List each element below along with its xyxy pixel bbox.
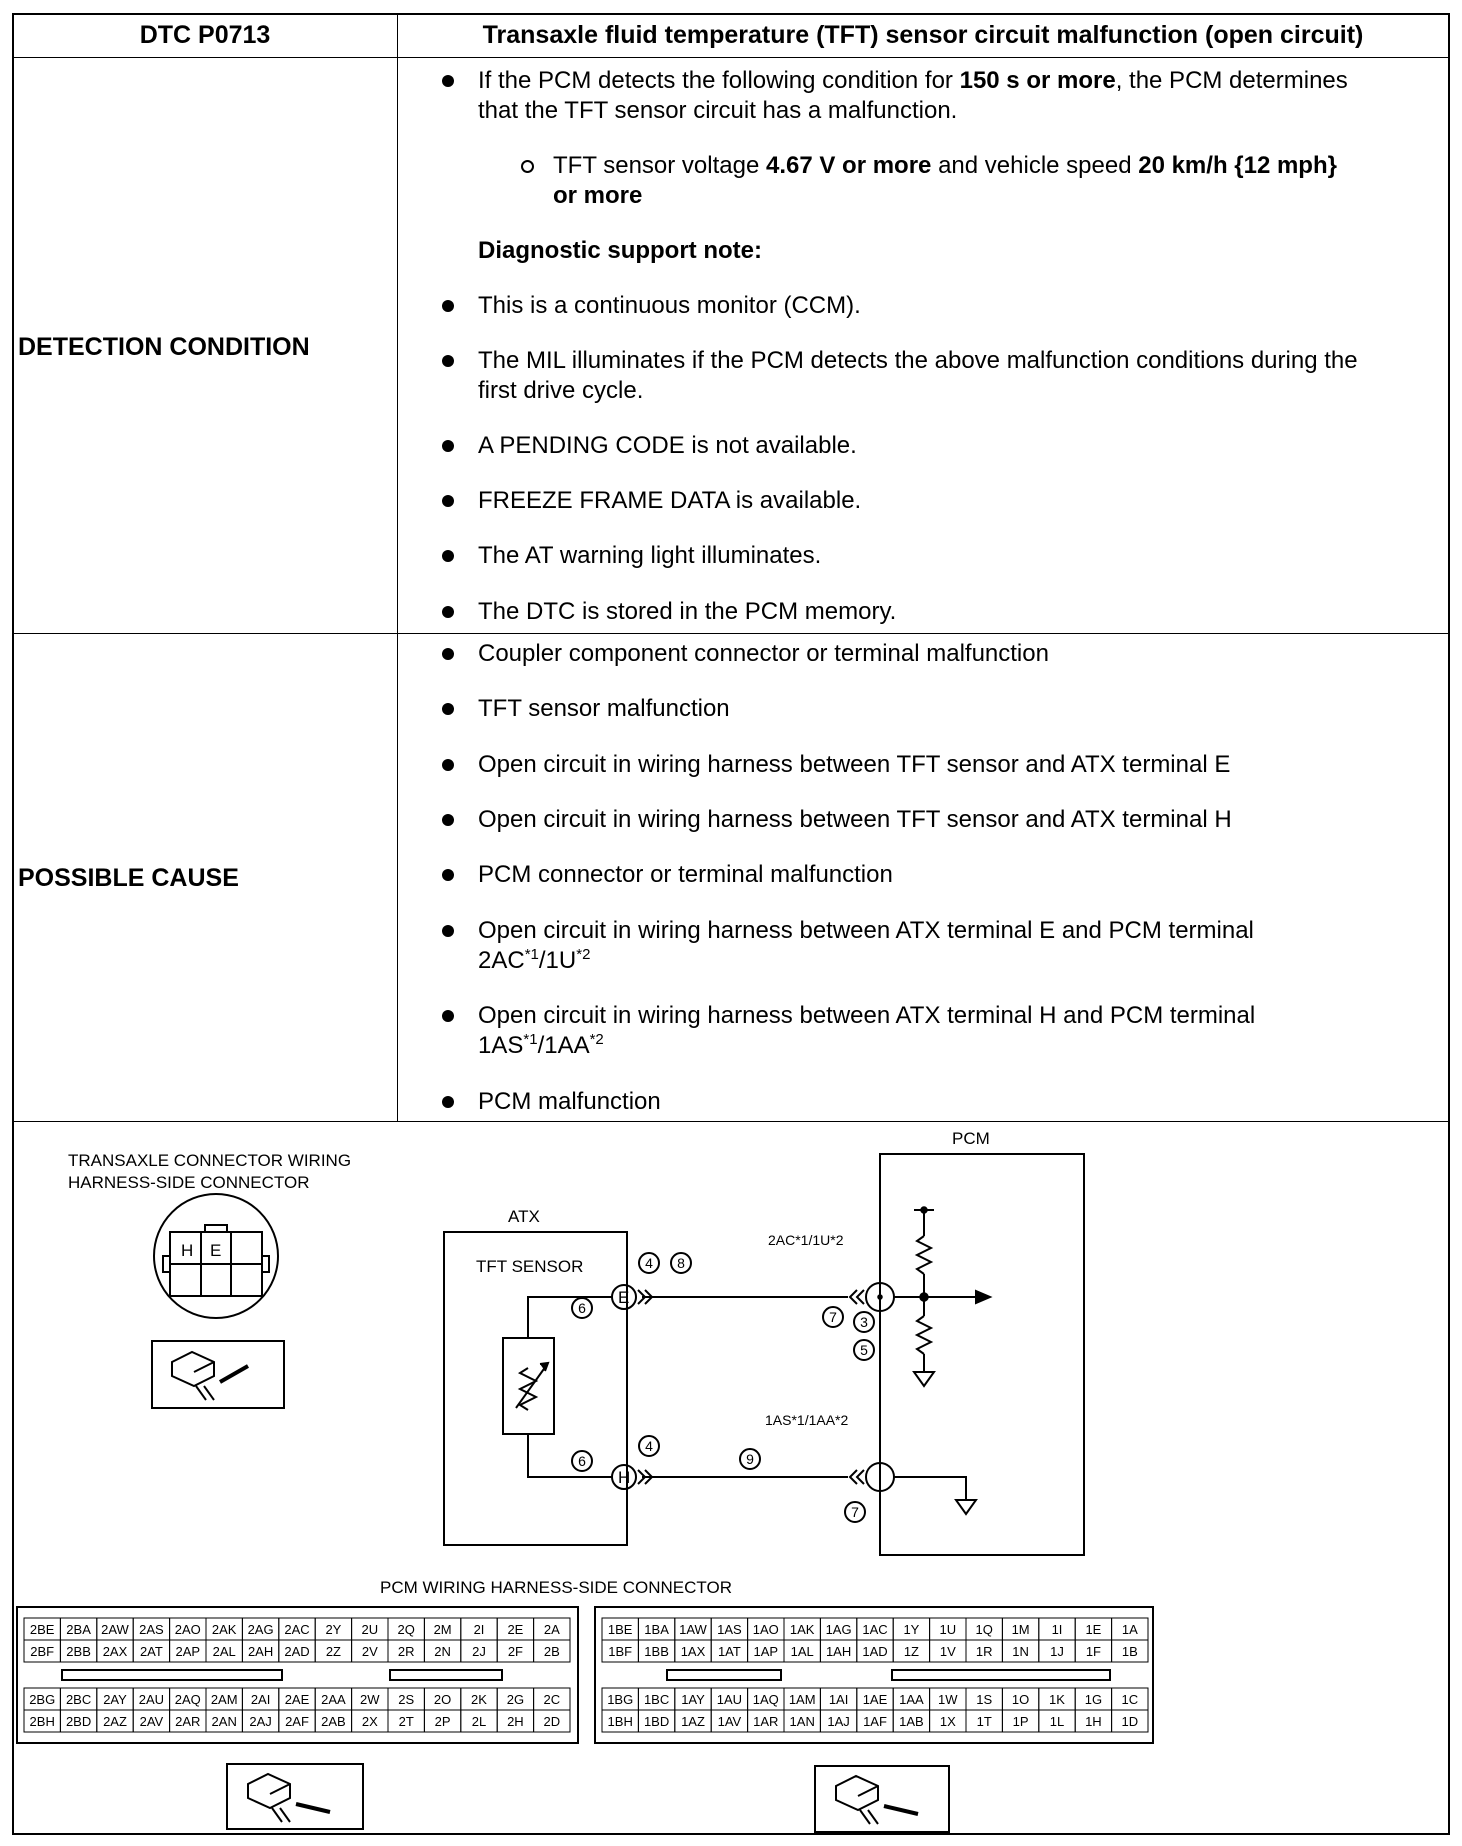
- pin-label: 1AR: [753, 1714, 779, 1729]
- pin-label: 1AX: [680, 1644, 706, 1659]
- pin-label: 1BH: [607, 1714, 633, 1729]
- pin-label: 1AE: [862, 1692, 888, 1707]
- atx-box: [444, 1232, 630, 1545]
- connector-view-icon: [152, 1341, 284, 1408]
- pin-label: 1M: [1011, 1622, 1030, 1637]
- note-item: A PENDING CODE is not available.: [478, 431, 857, 461]
- pin-label: 1AC: [862, 1622, 888, 1637]
- note-item: The DTC is stored in the PCM memory.: [478, 597, 896, 627]
- pin-label: 1N: [1012, 1644, 1029, 1659]
- connector-view-icon: [815, 1766, 949, 1832]
- pin-label: 2Z: [325, 1644, 341, 1659]
- pin-label: 2AK: [211, 1622, 237, 1637]
- pin-label: 2AP: [175, 1644, 201, 1659]
- pin-label: 2AA: [321, 1692, 346, 1707]
- pin-label: 2S: [398, 1692, 415, 1707]
- pin-label: 1AJ: [827, 1714, 850, 1729]
- atx-label: ATX: [508, 1207, 540, 1226]
- pin-label: 1R: [975, 1644, 993, 1659]
- pin-label: 1BF: [608, 1644, 633, 1659]
- pin-label: 2AX: [102, 1644, 128, 1659]
- pin-label: 1Y: [903, 1622, 920, 1637]
- note-item: The MIL illuminates if the PCM detects the above malfunction conditions during the first drive cycle.: [478, 346, 1418, 406]
- pin-label: 2AJ: [249, 1714, 272, 1729]
- pcm-box: [880, 1154, 1084, 1555]
- note-item: FREEZE FRAME DATA is available.: [478, 486, 861, 516]
- pin-label: 2M: [433, 1622, 452, 1637]
- cause-item: Open circuit in wiring harness between TFT sensor and ATX terminal H: [478, 805, 1232, 835]
- pin-label: 1U: [939, 1622, 957, 1637]
- pin-label: 2A: [543, 1622, 560, 1637]
- pin-label: 2N: [434, 1644, 451, 1659]
- pin-label: 2P: [434, 1714, 451, 1729]
- step-number: 4: [645, 1438, 653, 1454]
- pin-e: E: [210, 1241, 222, 1260]
- pin-label: 1AM: [788, 1692, 816, 1707]
- pin-label: 1O: [1011, 1692, 1030, 1707]
- pcm-terminal-2ac: 2AC*1/1U*2: [768, 1232, 844, 1248]
- note-item: This is a continuous monitor (CCM).: [478, 291, 861, 321]
- pin-label: 2BH: [29, 1714, 55, 1729]
- pin-label: 1AL: [790, 1644, 814, 1659]
- step-number: 5: [860, 1342, 868, 1358]
- pin-label: 1BC: [643, 1692, 670, 1707]
- pin-label: 2AD: [284, 1644, 310, 1659]
- pin-label: 1AD: [862, 1644, 888, 1659]
- step-number: 7: [851, 1504, 859, 1520]
- step-number: 9: [746, 1451, 754, 1467]
- atx-terminal-h: H: [618, 1468, 631, 1487]
- pin-label: 2AZ: [103, 1714, 127, 1729]
- pin-label: 2Y: [325, 1622, 342, 1637]
- pin-label: 1AH: [825, 1644, 852, 1659]
- pin-label: 1X: [939, 1714, 956, 1729]
- pin-label: 1G: [1084, 1692, 1103, 1707]
- pin-label: 1AF: [863, 1714, 887, 1729]
- cause-item: Open circuit in wiring harness between ATX terminal E and PCM terminal $2AC^{*1}/1U^{*2}$: [478, 916, 1254, 976]
- pin-label: 1AZ: [681, 1714, 705, 1729]
- atx-terminal-e: E: [618, 1288, 630, 1307]
- pin-label: 1H: [1085, 1714, 1102, 1729]
- step-number: 6: [578, 1453, 586, 1469]
- pin-label: 1AV: [717, 1714, 742, 1729]
- dtc-code: DTC P0713: [139, 20, 271, 49]
- pin-label: 1T: [976, 1714, 992, 1729]
- pin-label: 1Z: [903, 1644, 919, 1659]
- pin-label: 2AR: [175, 1714, 201, 1729]
- cause-item: Open circuit in wiring harness between TFT sensor and ATX terminal E: [478, 750, 1230, 780]
- step-number: 4: [645, 1255, 653, 1271]
- pin-label: 1AB: [899, 1714, 924, 1729]
- pcm-terminal-1as: 1AS*1/1AA*2: [765, 1412, 849, 1428]
- cause-item: PCM connector or terminal malfunction: [478, 860, 893, 890]
- pin-label: 2V: [361, 1644, 378, 1659]
- pin-label: 1I: [1051, 1622, 1063, 1637]
- pin-label: 2I: [473, 1622, 485, 1637]
- pin-label: 2BC: [65, 1692, 92, 1707]
- cause-item: Open circuit in wiring harness between ATX terminal H and PCM terminal 1AS$^{*1}$/1AA$^{*2}$: [478, 1001, 1255, 1061]
- cause-item: TFT sensor malfunction: [478, 694, 730, 724]
- pin-label: 2X: [361, 1714, 378, 1729]
- pin-label: 2BB: [66, 1644, 91, 1659]
- pin-label: 2AI: [250, 1692, 271, 1707]
- transaxle-title-1: TRANSAXLE CONNECTOR WIRING: [68, 1151, 352, 1170]
- pin-label: 2U: [361, 1622, 379, 1637]
- pin-label: 2BG: [29, 1692, 56, 1707]
- pin-label: 1AQ: [752, 1692, 779, 1707]
- pin-label: 2G: [506, 1692, 525, 1707]
- detection-main: If the PCM detects the following condition for 150 s or more, the PCM determines that the TFT sensor circuit has a malfunction.: [478, 66, 1418, 126]
- pin-label: 1B: [1121, 1644, 1138, 1659]
- pin-label: 1AS: [717, 1622, 742, 1637]
- pin-label: 1E: [1085, 1622, 1102, 1637]
- pin-label: 2AY: [103, 1692, 127, 1707]
- pin-label: 1A: [1121, 1622, 1138, 1637]
- pin-label: 2H: [507, 1714, 524, 1729]
- pin-label: 1D: [1121, 1714, 1139, 1729]
- pin-label: 2AG: [247, 1622, 274, 1637]
- pin-label: 1V: [939, 1644, 956, 1659]
- detection-condition-label: DETECTION CONDITION: [18, 333, 310, 361]
- pin-label: 2AL: [212, 1644, 236, 1659]
- pin-label: 2BA: [66, 1622, 91, 1637]
- pin-label: 2E: [507, 1622, 524, 1637]
- tft-sensor-label: TFT SENSOR: [476, 1257, 584, 1276]
- step-number: 6: [578, 1300, 586, 1316]
- connector-view-icon: [227, 1764, 363, 1829]
- pin-label: 2BD: [65, 1714, 92, 1729]
- transaxle-title-2: HARNESS-SIDE CONNECTOR: [68, 1173, 310, 1192]
- pin-label: 1BE: [607, 1622, 633, 1637]
- pin-label: 2R: [397, 1644, 415, 1659]
- pin-label: 2J: [472, 1644, 486, 1659]
- pin-label: 2AT: [139, 1644, 163, 1659]
- pin-label: 1AY: [681, 1692, 705, 1707]
- pin-label: 1Q: [975, 1622, 993, 1637]
- cause-item: PCM malfunction: [478, 1087, 661, 1117]
- pin-label: 2T: [398, 1714, 414, 1729]
- pin-label: 2AV: [139, 1714, 164, 1729]
- pin-h: H: [181, 1241, 194, 1260]
- pin-label: 1S: [976, 1692, 993, 1707]
- pin-label: 2AM: [210, 1692, 238, 1707]
- pin-label: 1AW: [679, 1622, 707, 1637]
- pin-label: 1AT: [717, 1644, 741, 1659]
- pin-label: 1AO: [752, 1622, 779, 1637]
- step-number: 7: [829, 1309, 837, 1325]
- pin-label: 2L: [471, 1714, 487, 1729]
- pin-label: 2AW: [101, 1622, 129, 1637]
- pin-label: 2C: [543, 1692, 561, 1707]
- step-number: 3: [860, 1314, 868, 1330]
- pin-label: 2F: [507, 1644, 523, 1659]
- pin-label: 1L: [1049, 1714, 1065, 1729]
- pin-label: 2AE: [284, 1692, 310, 1707]
- pin-label: 2AU: [138, 1692, 165, 1707]
- possible-cause-label: POSSIBLE CAUSE: [18, 864, 239, 892]
- pin-label: 2AQ: [174, 1692, 201, 1707]
- pin-label: 1BB: [644, 1644, 669, 1659]
- pin-label: 2AN: [211, 1714, 237, 1729]
- pin-label: 1C: [1121, 1692, 1139, 1707]
- pin-label: 1AU: [716, 1692, 743, 1707]
- pin-label: 2AC: [284, 1622, 310, 1637]
- detection-sub: TFT sensor voltage 4.67 V or more and vehicle speed 20 km/h {12 mph} or more: [553, 151, 1413, 211]
- pin-label: 1AG: [825, 1622, 852, 1637]
- pin-label: 1AP: [753, 1644, 779, 1659]
- pin-label: 1F: [1085, 1644, 1101, 1659]
- pin-label: 2AF: [285, 1714, 309, 1729]
- pin-label: 1AI: [828, 1692, 849, 1707]
- pcm-connector-grids: [24, 1618, 1148, 1732]
- pin-label: 2O: [433, 1692, 452, 1707]
- pin-label: 2AB: [321, 1714, 346, 1729]
- pin-label: 1P: [1012, 1714, 1029, 1729]
- pin-label: 2AH: [247, 1644, 274, 1659]
- pin-label: 1AK: [789, 1622, 815, 1637]
- pcm-connector-title: PCM WIRING HARNESS-SIDE CONNECTOR: [380, 1578, 732, 1597]
- pin-label: 1AN: [789, 1714, 815, 1729]
- pin-label: 2D: [543, 1714, 561, 1729]
- pin-label: 2K: [471, 1692, 487, 1707]
- dtc-description: Transaxle fluid temperature (TFT) sensor circuit malfunction (open circuit): [482, 20, 1364, 49]
- pin-label: 1W: [938, 1692, 958, 1707]
- cause-item: Coupler component connector or terminal malfunction: [478, 639, 1049, 669]
- pin-label: 2B: [543, 1644, 560, 1659]
- pin-label: 2Q: [397, 1622, 415, 1637]
- pin-label: 1AA: [899, 1692, 924, 1707]
- pin-label: 2AO: [174, 1622, 201, 1637]
- tft-sensor-resistor: [503, 1338, 554, 1434]
- pin-label: 1BA: [644, 1622, 669, 1637]
- pin-label: 2BE: [29, 1622, 55, 1637]
- pin-label: 1J: [1050, 1644, 1064, 1659]
- pin-label: 1K: [1049, 1692, 1065, 1707]
- pin-label: 2W: [360, 1692, 380, 1707]
- note-item: The AT warning light illuminates.: [478, 541, 821, 571]
- pcm-label: PCM: [952, 1129, 990, 1148]
- step-number: 8: [677, 1255, 685, 1271]
- pin-label: 2AS: [139, 1622, 164, 1637]
- pin-label: 2BF: [30, 1644, 55, 1659]
- diagnostic-note-title: Diagnostic support note:: [478, 237, 762, 264]
- pin-label: 1BD: [643, 1714, 670, 1729]
- pin-label: 1BG: [607, 1692, 634, 1707]
